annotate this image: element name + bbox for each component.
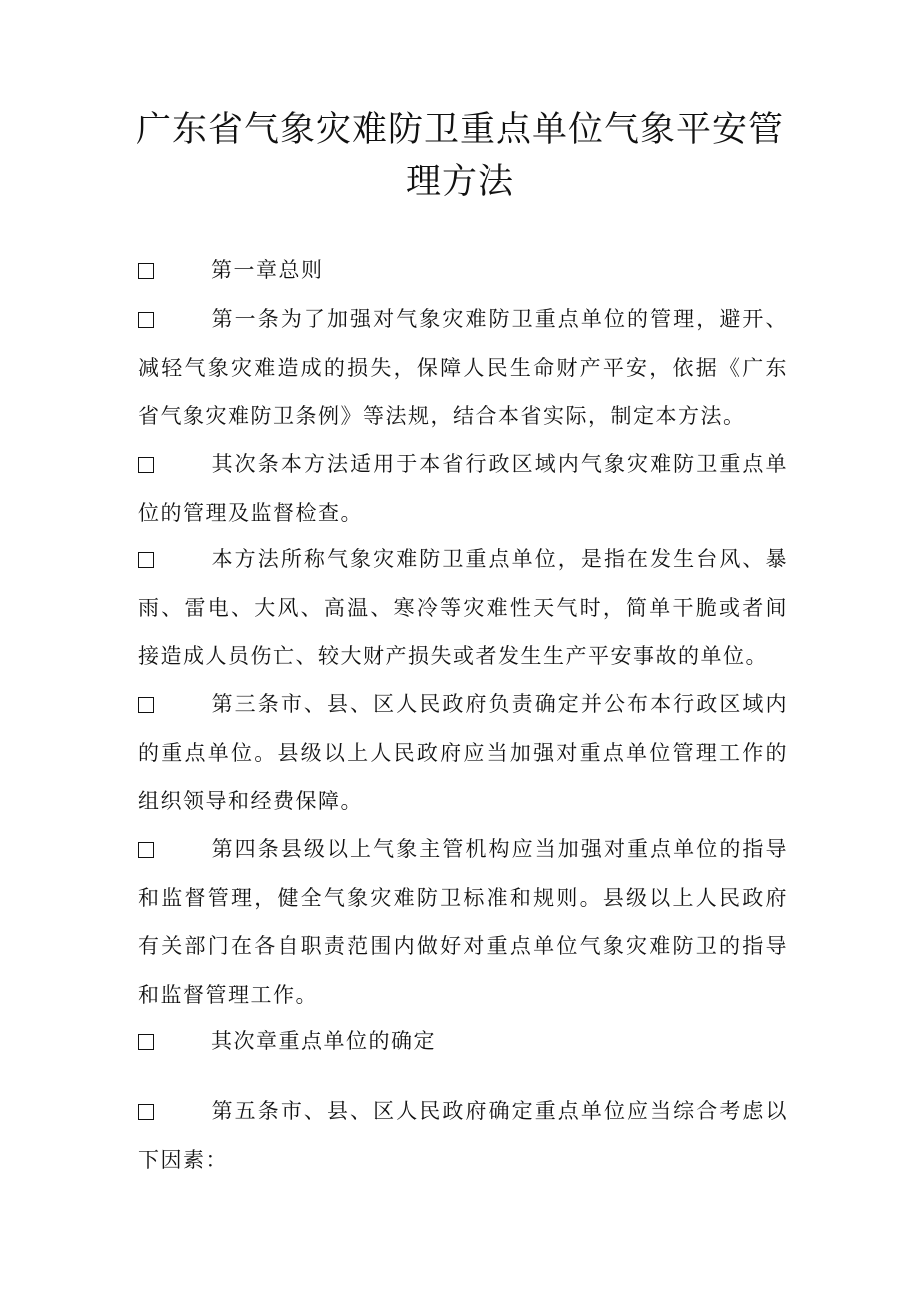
paragraph-text: 本方法所称气象灾难防卫重点单位，是指在发生台风、暴雨、雷电、大风、高温、寒冷等灾难性天气时，简单干脆或者间接造成人员伤亡、较大财产损失或者发生生产平安事故的单位。 bbox=[138, 547, 788, 668]
checkbox-icon bbox=[138, 263, 154, 279]
article-paragraph bbox=[138, 680, 788, 826]
document-title bbox=[120, 104, 800, 208]
checkbox-icon bbox=[138, 1104, 154, 1120]
checkbox-icon bbox=[138, 552, 154, 568]
title-line-1: 广东省气象灾难防卫重点单位气象平安管 bbox=[135, 110, 784, 150]
article-paragraph bbox=[138, 1087, 788, 1184]
article-paragraph bbox=[138, 825, 788, 1019]
paragraph-text: 第三条市、县、区人民政府负责确定并公布本行政区域内的重点单位。县级以上人民政府应当加强对重点单位管理工作的组织领导和经费保障。 bbox=[138, 692, 788, 813]
article-paragraph bbox=[138, 440, 788, 537]
checkbox-icon bbox=[138, 312, 154, 328]
paragraph-text: 第四条县级以上气象主管机构应当加强对重点单位的指导和监督管理，健全气象灾难防卫标准和规则。县级以上人民政府有关部门在各自职责范围内做好对重点单位气象灾难防卫的指导和监督管理工作。 bbox=[138, 837, 788, 1007]
paragraph-text: 其次条本方法适用于本省行政区域内气象灾难防卫重点单位的管理及监督检查。 bbox=[138, 452, 788, 525]
chapter-heading bbox=[138, 246, 788, 295]
paragraph-text: 第一条为了加强对气象灾难防卫重点单位的管理，避开、减轻气象灾难造成的损失，保障人民生命财产平安，依据《广东省气象灾难防卫条例》等法规，结合本省实际，制定本方法。 bbox=[138, 307, 788, 428]
checkbox-icon bbox=[138, 842, 154, 858]
paragraph-text: 第一章总则 bbox=[211, 258, 324, 282]
article-paragraph bbox=[138, 535, 788, 681]
article-paragraph bbox=[138, 295, 788, 441]
paragraph-text: 其次章重点单位的确定 bbox=[211, 1029, 436, 1053]
checkbox-icon bbox=[138, 1034, 154, 1050]
checkbox-icon bbox=[138, 697, 154, 713]
title-line-2: 理方法 bbox=[405, 162, 514, 202]
checkbox-icon bbox=[138, 457, 154, 473]
chapter-heading bbox=[138, 1017, 788, 1066]
paragraph-text: 第五条市、县、区人民政府确定重点单位应当综合考虑以下因素： bbox=[138, 1099, 788, 1172]
